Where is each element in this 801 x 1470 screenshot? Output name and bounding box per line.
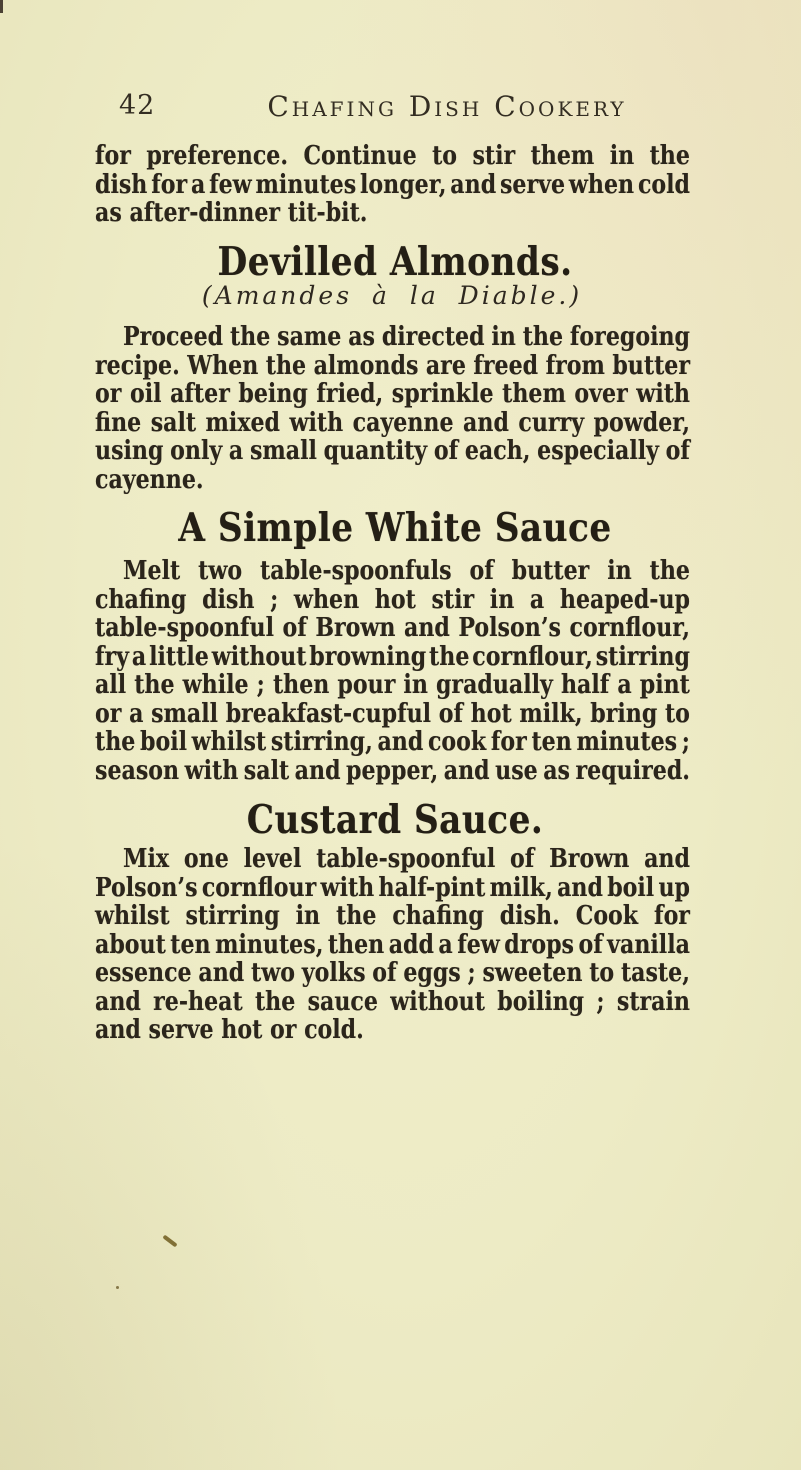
book-title: Chafing Dish Cookery [267, 90, 627, 123]
recipe-title-simple-white-sauce: A Simple White Sauce [178, 505, 612, 551]
text-line: dish for a few minutes longer, and serve when cold [95, 169, 690, 200]
text-line: cayenne. [95, 464, 204, 495]
text-line: Mix one level table-spoonful of Brown and [123, 844, 690, 874]
scan-edge-artifact [0, 0, 3, 13]
text-line: or oil after being fried, sprinkle them over with [95, 379, 690, 409]
text-line: whilst stirring in the chafing dish. Cook for [95, 901, 690, 931]
recipe-title-devilled-almonds: Devilled Almonds. [217, 239, 573, 285]
text-line: fine salt mixed with cayenne and curry powder, [95, 407, 690, 438]
page-number: 42 [119, 90, 156, 121]
text-line: or a small breakfast-cupful of hot milk, bring to [95, 698, 690, 729]
paragraph-continuation [95, 142, 690, 228]
recipe-subtitle-french: (Amandes à la Diable.) [201, 281, 583, 310]
text-line: Proceed the same as directed in the foregoing [123, 322, 690, 352]
recipe-body-simple-white-sauce [95, 557, 690, 785]
text-line: about ten minutes, then add a few drops of vanilla [95, 929, 690, 960]
text-line: Melt two table-spoonfuls of butter in the [123, 556, 690, 586]
text-line: season with salt and pepper, and use as required. [95, 755, 690, 786]
text-line: fry a little without browning the cornflour, stirring [95, 641, 690, 672]
text-line: and re-heat the sauce without boiling ; strain [95, 986, 690, 1017]
text-line: recipe. When the almonds are freed from butter [95, 350, 690, 381]
recipe-body-devilled-almonds [95, 323, 690, 494]
text-line: the boil whilst stirring, and cook for ten minutes ; [95, 727, 690, 757]
text-line: all the while ; then pour in gradually half a pint [95, 670, 690, 700]
text-line: as after-dinner tit-bit. [95, 198, 368, 228]
recipe-body-custard-sauce [95, 845, 690, 1045]
text-line: chafing dish ; when hot stir in a heaped-up [95, 584, 690, 615]
text-line: Polson’s cornflour with half-pint milk, and boil up [95, 872, 690, 903]
paper-speck-dot [116, 1286, 119, 1289]
text-line: using only a small quantity of each, especially of [95, 436, 690, 466]
recipe-title-custard-sauce: Custard Sauce. [246, 797, 544, 843]
text-line: table-spoonful of Brown and Polson’s cornflour, [95, 613, 690, 643]
text-line: for preference. Continue to stir them in the [95, 141, 690, 171]
running-head [0, 90, 801, 130]
paper-speck-streak [162, 1235, 177, 1248]
text-line: and serve hot or cold. [95, 1015, 364, 1045]
text-line: essence and two yolks of eggs ; sweeten to taste, [95, 958, 690, 988]
